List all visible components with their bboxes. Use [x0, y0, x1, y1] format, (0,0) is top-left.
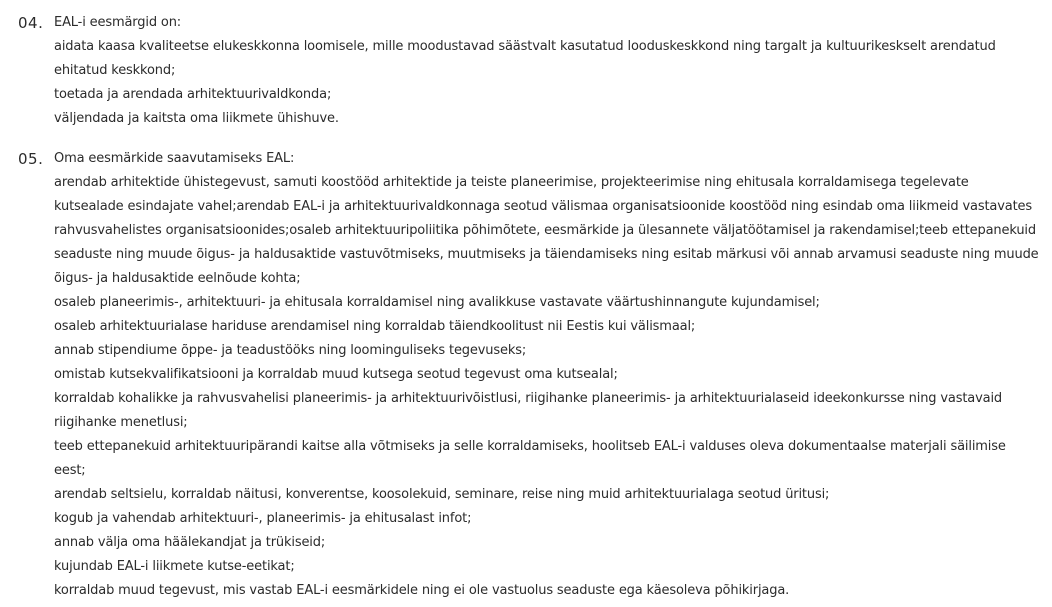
list-item: kogub ja vahendab arhitektuuri-, planeerimis- ja ehitusalast infot;	[54, 511, 472, 526]
section-number: 05.	[18, 150, 44, 168]
list-item: osaleb planeerimis-, arhitektuuri- ja ehitusala korraldamisel ning avalikkuse vastavate väärtushinnangute kujundamisel;	[54, 295, 820, 310]
list-item: arendab seltsielu, korraldab näitusi, konverentse, koosolekuid, seminare, reise ning muid arhitektuurialaga seotud üritusi;	[54, 487, 830, 502]
section-content	[54, 11, 1039, 131]
list-item: omistab kutsekvalifikatsiooni ja korraldab muud kutsega seotud tegevust oma kutsealal;	[54, 367, 618, 382]
list-item: väljendada ja kaitsta oma liikmete ühishuve.	[54, 111, 339, 126]
list-item: aidata kaasa kvaliteetse elukeskkonna loomisele, mille moodustavad säästvalt kasutatud looduskeskkond ning targalt ja kultuurikeskselt arendatud ehitatud keskkond;	[54, 39, 996, 78]
list-item: arendab arhitektide ühistegevust, samuti koostööd arhitektide ja teiste planeerimise, projekteerimise ning ehitusala korraldamisega tegelevate kutsealade esindajate vahel;arendab EAL-i ja arhitektuurivaldkonnaga seotud välismaa organisatsioonide koostööd ning esindab oma liikmeid vastavates rahvusvahelistes organisatsioonides;osaleb arhitektuuripoliitika põhimõtete, eesmärkide ja ülesannete väljatöötamisel ja rakendamisel;teeb ettepanekuid seaduste ning muude õigus- ja haldusaktide vastuvõtmiseks, muutmiseks ja täiendamiseks ning esitab märkusi või annab arvamusi seaduste ning muude õigus- ja haldusaktide eelnõude kohta;	[54, 175, 1039, 286]
list-item: annab välja oma häälekandjat ja trükiseid;	[54, 535, 326, 550]
list-item: teeb ettepanekuid arhitektuuripärandi kaitse alla võtmiseks ja selle korraldamiseks, hoolitseb EAL-i valduses oleva dokumentaalse materjali säilimise eest;	[54, 439, 1006, 478]
section-04	[0, 11, 1052, 131]
section-content	[54, 147, 1039, 603]
list-item: kujundab EAL-i liikmete kutse-eetikat;	[54, 559, 295, 574]
section-items	[54, 35, 1039, 131]
section-lead: EAL-i eesmärgid on:	[54, 15, 182, 30]
list-item: osaleb arhitektuurialase hariduse arendamisel ning korraldab täiendkoolitust nii Eestis kui välismaal;	[54, 319, 696, 334]
section-items	[54, 171, 1039, 603]
list-item: korraldab muud tegevust, mis vastab EAL-i eesmärkidele ning ei ole vastuolus seaduste ega käesoleva põhikirjaga.	[54, 583, 790, 598]
list-item: toetada ja arendada arhitektuurivaldkonda;	[54, 87, 332, 102]
section-lead: Oma eesmärkide saavutamiseks EAL:	[54, 151, 295, 166]
list-item: korraldab kohalikke ja rahvusvahelisi planeerimis- ja arhitektuurivõistlusi, riigihanke planeerimis- ja arhitektuurialaseid ideekonkursse ning vastavaid riigihanke menetlusi;	[54, 391, 1003, 430]
section-number: 04.	[18, 14, 44, 32]
list-item: annab stipendiume õppe- ja teadustööks ning loominguliseks tegevuseks;	[54, 343, 527, 358]
section-05	[0, 147, 1052, 603]
